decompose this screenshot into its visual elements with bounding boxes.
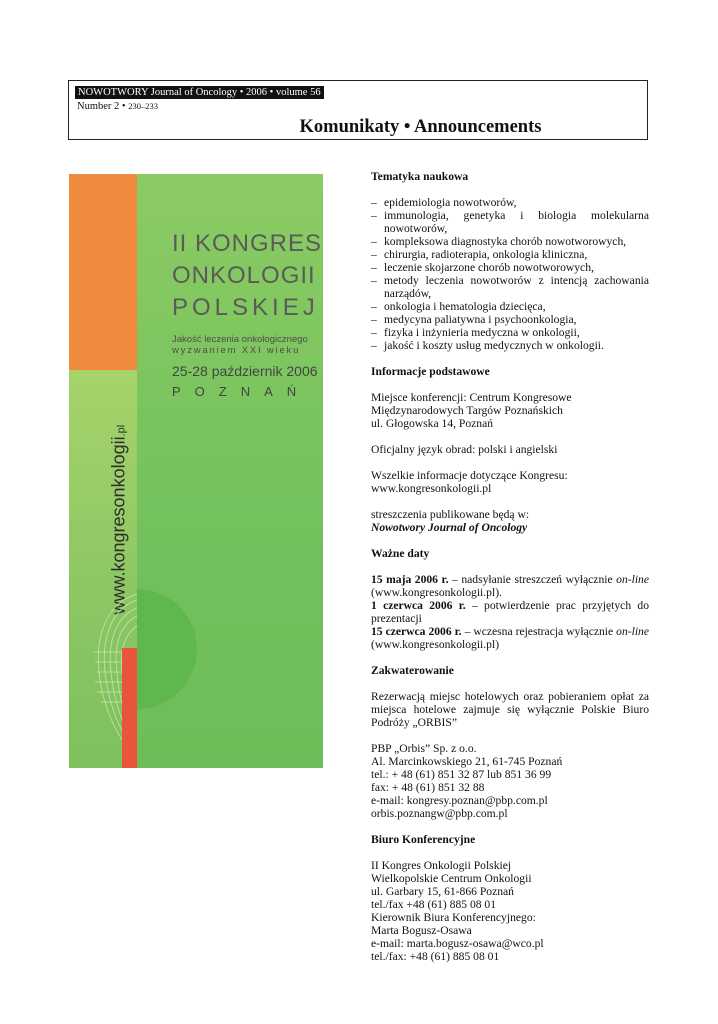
congress-poster <box>69 174 323 768</box>
topic-item: – onkologia i hematologia dziecięca, <box>371 300 649 313</box>
topic-item: – immunologia, genetyka i biologia molekularna nowotworów, <box>371 209 649 235</box>
venue-line: Miejsce konferencji: Centrum Kongresowe <box>371 391 572 404</box>
poster-orange-block <box>69 174 137 370</box>
journal-header <box>68 80 648 140</box>
topics-heading: Tematyka naukowa <box>371 170 469 183</box>
issue-number <box>77 100 158 113</box>
orbis-line: fax: + 48 (61) 851 32 88 <box>371 781 485 794</box>
topic-item: – medycyna paliatywna i psychoonkologia, <box>371 313 649 326</box>
office-line: tel./fax +48 (61) 885 08 01 <box>371 898 497 911</box>
section-title <box>69 116 647 138</box>
orbis-line: Al. Marcinkowskiego 21, 61-745 Poznań <box>371 755 563 768</box>
orbis-line: tel.: + 48 (61) 851 32 87 lub 851 36 99 <box>371 768 552 781</box>
office-line: Marta Bogusz-Osawa <box>371 924 472 937</box>
poster-dates: 25-28 październik 2006 <box>172 363 318 379</box>
poster-half-disc-graphic <box>137 589 197 709</box>
office-line: tel./fax: +48 (61) 885 08 01 <box>371 950 500 963</box>
date-3-online: on-line <box>616 625 649 638</box>
poster-url <box>109 375 130 615</box>
journal-tag: NOWOTWORY Journal of Oncology • 2006 • volume 56 <box>75 86 324 99</box>
poster-subtitle-1: Jakość leczenia onkologicznego <box>172 334 308 345</box>
orbis-line: e-mail: kongresy.poznan@pbp.com.pl <box>371 794 548 807</box>
language-line: Oficjalny język obrad: polski i angielski <box>371 443 558 456</box>
topic-item: – leczenie skojarzone chorób nowotworowych, <box>371 261 649 274</box>
poster-title <box>172 228 322 324</box>
date-3-tail: (www.kongresonkologii.pl) <box>371 638 500 651</box>
date-entry-2 <box>371 599 649 625</box>
office-line: ul. Garbary 15, 61-866 Poznań <box>371 885 514 898</box>
office-line: Wielkopolskie Centrum Onkologii <box>371 872 532 885</box>
date-3: 15 czerwca 2006 r. <box>371 625 462 638</box>
date-entry-3 <box>371 625 649 651</box>
topic-item: – kompleksowa diagnostyka chorób nowotworowych, <box>371 235 649 248</box>
venue-line: ul. Głogowska 14, Poznań <box>371 417 494 430</box>
poster-title-line-3: POLSKIEJ <box>172 294 319 321</box>
lodging-text: Rezerwacją miejsc hotelowych oraz pobieraniem opłat za miejsca hotelowe zajmuje się wyłącznie Polskie Biuro Podróży „ORBIS” <box>371 690 649 729</box>
office-line: II Kongres Onkologii Polskiej <box>371 859 512 872</box>
basic-info-heading: Informacje podstawowe <box>371 365 490 378</box>
poster-subtitle-2: wyzwaniem XXI wieku <box>172 345 301 356</box>
topic-item: – epidemiologia nowotworów, <box>371 196 649 209</box>
date-1-online: on-line <box>616 573 649 586</box>
abstracts-journal <box>371 521 649 534</box>
date-entry-1 <box>371 573 649 599</box>
poster-url-main: www.kongresonkologii <box>108 436 129 615</box>
abstracts-journal-text: Nowotwory Journal of Oncology <box>371 521 528 534</box>
topic-item: – fizyka i inżynieria medyczna w onkologii, <box>371 326 649 339</box>
poster-title-line-2: ONKOLOGII <box>172 262 316 289</box>
venue-line: Międzynarodowych Targów Poznańskich <box>371 404 563 417</box>
topic-item: – chirurgia, radioterapia, onkologia kliniczna, <box>371 248 649 261</box>
date-1-text: – nadsyłanie streszczeń wyłącznie <box>448 573 617 586</box>
poster-title-line-1: II KONGRES <box>172 230 323 257</box>
section-title-text: Komunikaty • Announcements <box>299 117 542 137</box>
orbis-line: PBP „Orbis” Sp. z o.o. <box>371 742 477 755</box>
office-line: e-mail: marta.bogusz-osawa@wco.pl <box>371 937 544 950</box>
office-heading: Biuro Konferencyjne <box>371 833 476 846</box>
topic-item: – jakość i koszty usług medycznych w onkologii. <box>371 339 649 352</box>
date-1-tail: (www.kongresonkologii.pl). <box>371 586 502 599</box>
poster-city: POZNAŃ <box>172 384 311 399</box>
info-url: www.kongresonkologii.pl <box>371 482 492 495</box>
date-1: 15 maja 2006 r. <box>371 573 449 586</box>
info-line: Wszelkie informacje dotyczące Kongresu: <box>371 469 568 482</box>
office-line: Kierownik Biura Konferencyjnego: <box>371 911 536 924</box>
orbis-line: orbis.poznangw@pbp.com.pl <box>371 807 508 820</box>
date-2-text: – potwierdzenie prac przyjętych do prezentacji <box>371 599 649 625</box>
lodging-heading: Zakwaterowanie <box>371 664 454 677</box>
announcement-text <box>371 170 649 963</box>
issue-label: Number 2 • <box>77 101 126 112</box>
topic-item: – metody leczenia nowotworów z intencją zachowania narządów, <box>371 274 649 300</box>
poster-red-bar <box>122 648 137 768</box>
poster-url-tld: .pl <box>115 424 128 437</box>
topics-list <box>371 196 649 352</box>
poster-subtitle <box>172 334 308 356</box>
date-3-text: – wczesna rejestracja wyłącznie <box>461 625 617 638</box>
page-range: 230–233 <box>128 101 158 111</box>
abstracts-line: streszczenia publikowane będą w: <box>371 508 530 521</box>
date-2: 1 czerwca 2006 r. <box>371 599 466 612</box>
dates-heading: Ważne daty <box>371 547 430 560</box>
